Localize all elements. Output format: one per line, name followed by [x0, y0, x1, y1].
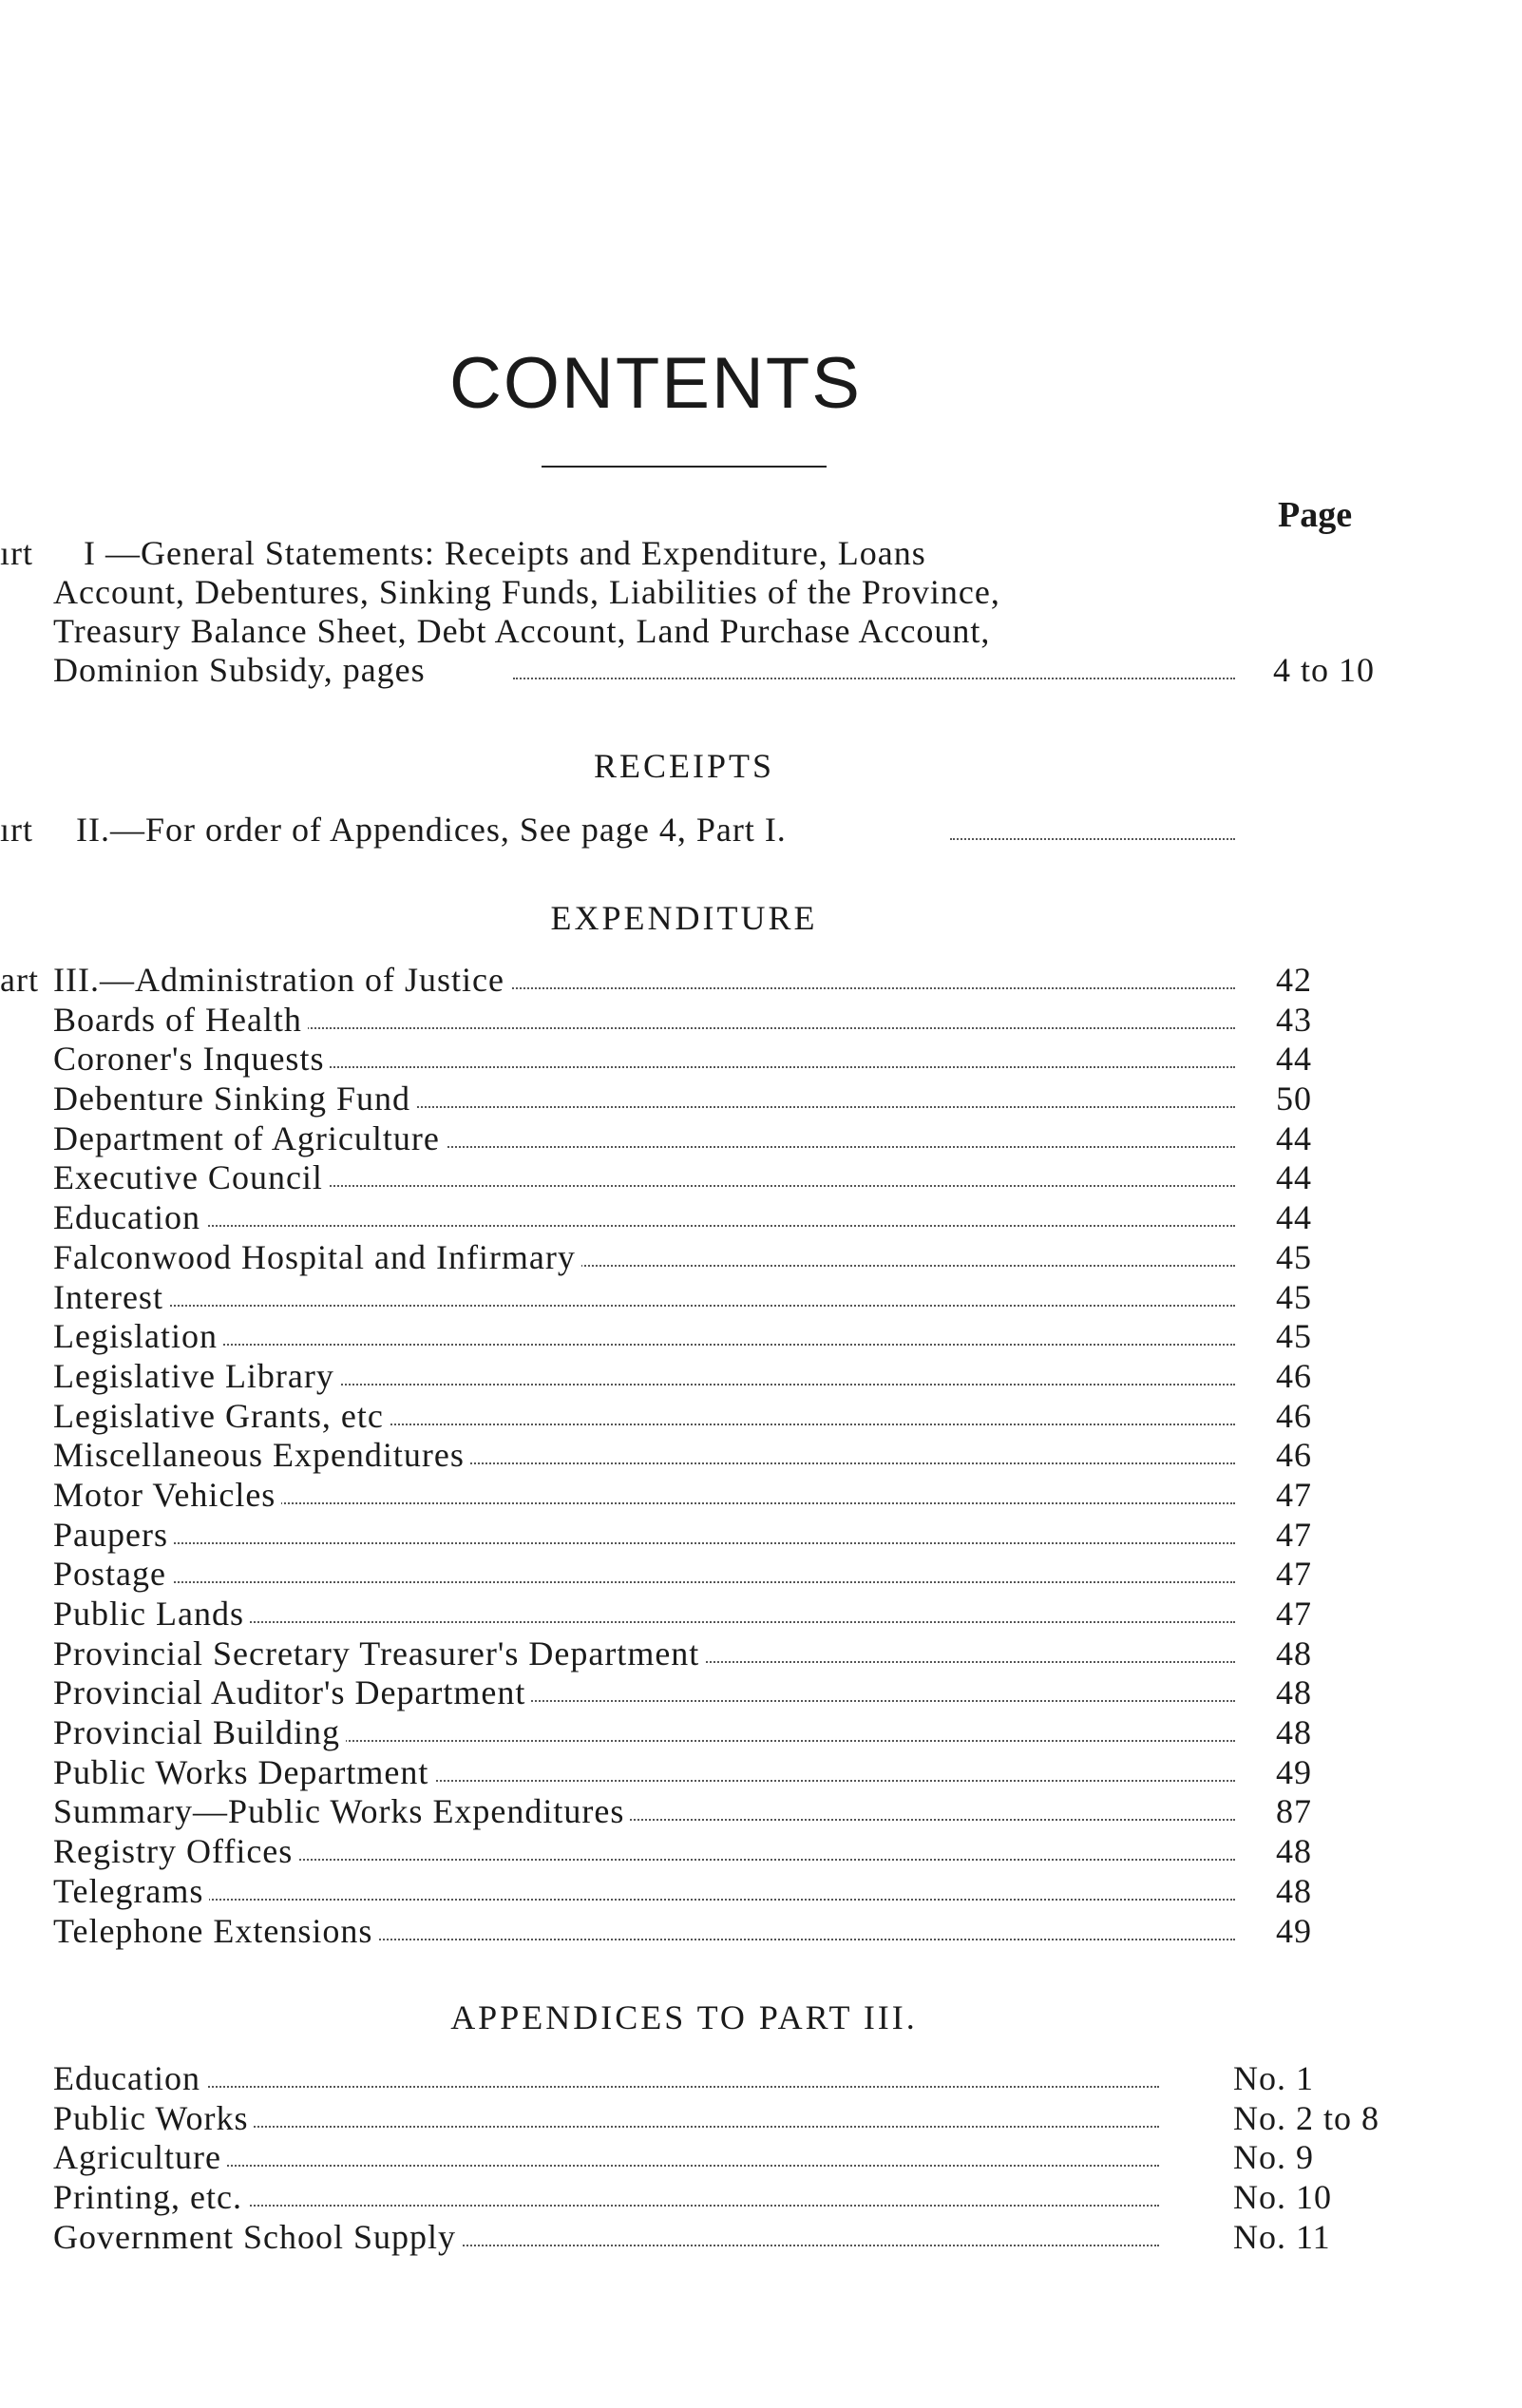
dot-leader — [57, 1581, 1235, 1583]
appendix-entry — [0, 2137, 1349, 2177]
toc-entry — [0, 1435, 1349, 1475]
dot-leader — [57, 1344, 1235, 1346]
toc-entry-page: 49 — [1276, 1911, 1312, 1950]
toc-entry-page: 48 — [1276, 1832, 1312, 1871]
appendix-entry — [0, 2177, 1349, 2217]
toc-entry-label: Postage — [53, 1554, 172, 1594]
part-two-text: II.—For order of Appendices, See page 4, Part I. — [76, 811, 787, 849]
toc-entry — [0, 1634, 1349, 1673]
part-one-line-1: I —General Statements: Receipts and Expenditure, Loans — [84, 534, 926, 572]
toc-entry — [0, 1039, 1349, 1079]
toc-entry-page: 46 — [1276, 1396, 1312, 1435]
appendix-entry-number: No. 10 — [1233, 2178, 1332, 2217]
appendix-entry — [0, 2058, 1349, 2098]
part-one-line-2: Account, Debentures, Sinking Funds, Liabilities of the Province, — [53, 573, 1000, 611]
toc-entry — [0, 1791, 1349, 1831]
appendix-entry-label: Education — [53, 2058, 206, 2098]
toc-entry-page: 44 — [1276, 1040, 1312, 1079]
toc-entry — [0, 1316, 1349, 1356]
expenditure-heading: EXPENDITURE — [550, 899, 818, 937]
appendix-entry-label: Agriculture — [53, 2137, 227, 2177]
toc-entry — [0, 1277, 1349, 1317]
toc-entry-page: 48 — [1276, 1673, 1312, 1712]
toc-entry-label: Boards of Health — [53, 1000, 308, 1040]
part-prefix: art — [0, 961, 39, 999]
appendix-entry — [0, 2098, 1379, 2138]
dot-leader — [513, 678, 1235, 679]
toc-entry-page: 48 — [1276, 1634, 1312, 1672]
part-prefix: ırt — [0, 534, 33, 572]
toc-entry — [0, 1831, 1349, 1871]
toc-entry-label: Education — [53, 1197, 206, 1237]
toc-entry-page: 47 — [1276, 1475, 1312, 1514]
toc-entry-page: 47 — [1276, 1595, 1312, 1633]
toc-entry-label: Summary—Public Works Expenditures — [53, 1791, 630, 1831]
appendix-entry-label: Printing, etc. — [53, 2177, 248, 2217]
toc-entry-label: Legislative Library — [53, 1356, 340, 1396]
toc-entry-label: Public Works Department — [53, 1752, 434, 1792]
appendices-list — [0, 2058, 1379, 2256]
toc-entry-page: 46 — [1276, 1436, 1312, 1475]
toc-entry — [0, 1237, 1349, 1277]
toc-entry-label: Motor Vehicles — [53, 1475, 281, 1515]
appendix-entry-label: Government School Supply — [53, 2217, 462, 2257]
toc-entry — [0, 1594, 1349, 1634]
toc-entry — [0, 1079, 1349, 1118]
toc-entry-page: 45 — [1276, 1317, 1312, 1356]
toc-entry-label: III.—Administration of Justice — [53, 960, 510, 1000]
appendix-entry-number: No. 9 — [1233, 2138, 1314, 2177]
toc-entry — [0, 1554, 1349, 1594]
toc-entry — [0, 1752, 1349, 1792]
toc-entry — [0, 1356, 1349, 1396]
toc-entry-label: Telephone Extensions — [53, 1911, 378, 1951]
appendices-heading: APPENDICES TO PART III. — [450, 1998, 918, 2036]
toc-entry-page: 87 — [1276, 1792, 1312, 1831]
toc-entry-page: 47 — [1276, 1515, 1312, 1554]
toc-entry-page: 49 — [1276, 1752, 1312, 1791]
dot-leader — [57, 1225, 1235, 1227]
page-column-label: Page — [1278, 495, 1353, 535]
dot-leader — [57, 1305, 1235, 1307]
toc-entry-page: 43 — [1276, 1000, 1312, 1039]
receipts-heading: RECEIPTS — [593, 747, 775, 785]
dot-leader — [57, 2086, 1159, 2088]
dot-leader — [950, 838, 1235, 840]
toc-entry-page: 48 — [1276, 1713, 1312, 1752]
appendix-entry-label: Public Works — [53, 2098, 254, 2138]
appendix-entry-number: No. 11 — [1233, 2217, 1331, 2256]
toc-entry — [0, 1197, 1349, 1237]
part-one-page: 4 to 10 — [1273, 651, 1376, 689]
part-two-entry — [0, 810, 1254, 848]
toc-entry — [0, 1911, 1349, 1951]
toc-entry-label: Legislation — [53, 1316, 223, 1356]
part-prefix: ırt — [0, 811, 33, 849]
toc-entry-label: Legislative Grants, etc — [53, 1396, 390, 1436]
page-title: CONTENTS — [449, 343, 862, 424]
part-one-line-4: Dominion Subsidy, pages — [53, 651, 426, 689]
expenditure-list — [0, 960, 1349, 1950]
toc-entry-label: Paupers — [53, 1515, 174, 1555]
toc-entry-page: 42 — [1276, 961, 1312, 999]
toc-entry-label: Falconwood Hospital and Infirmary — [53, 1237, 581, 1277]
toc-entry — [0, 1118, 1349, 1158]
toc-entry-label: Provincial Auditor's Department — [53, 1672, 531, 1712]
toc-entry-label: Department of Agriculture — [53, 1118, 446, 1158]
toc-entry — [0, 1475, 1349, 1515]
toc-entry — [0, 1157, 1349, 1197]
part-one-line-3: Treasury Balance Sheet, Debt Account, Land Purchase Account, — [53, 612, 991, 650]
toc-entry-page: 44 — [1276, 1198, 1312, 1237]
title-divider — [542, 466, 827, 468]
toc-entry-label: Registry Offices — [53, 1831, 298, 1871]
toc-entry-label: Debenture Sinking Fund — [53, 1079, 416, 1118]
toc-entry-page: 45 — [1276, 1277, 1312, 1316]
toc-entry — [0, 1712, 1349, 1752]
toc-entry-label: Public Lands — [53, 1594, 250, 1634]
toc-entry-page: 44 — [1276, 1118, 1312, 1157]
appendix-entry-number: No. 2 to 8 — [1233, 2098, 1379, 2137]
toc-entry-label: Telegrams — [53, 1871, 209, 1911]
toc-entry-label: Coroner's Inquests — [53, 1039, 330, 1079]
toc-entry — [0, 1672, 1349, 1712]
toc-entry-page: 46 — [1276, 1356, 1312, 1395]
toc-entry — [0, 1396, 1349, 1436]
toc-entry — [0, 1000, 1349, 1040]
toc-entry-page: 44 — [1276, 1158, 1312, 1197]
toc-entry-label: Provincial Secretary Treasurer's Department — [53, 1634, 705, 1673]
toc-entry — [0, 960, 1349, 1000]
toc-entry-page: 45 — [1276, 1237, 1312, 1276]
toc-entry-page: 47 — [1276, 1555, 1312, 1594]
dot-leader — [57, 1542, 1235, 1544]
appendix-entry — [0, 2217, 1349, 2257]
toc-entry-label: Interest — [53, 1277, 169, 1317]
toc-entry — [0, 1515, 1349, 1555]
toc-entry — [0, 1871, 1349, 1911]
dot-leader — [57, 1899, 1235, 1901]
toc-entry-page: 50 — [1276, 1080, 1312, 1118]
toc-entry-label: Miscellaneous Expenditures — [53, 1435, 470, 1475]
toc-entry-label: Executive Council — [53, 1157, 329, 1197]
appendix-entry-number: No. 1 — [1233, 2059, 1314, 2097]
part-one-entry — [0, 534, 1425, 690]
toc-entry-page: 48 — [1276, 1871, 1312, 1910]
toc-entry-label: Provincial Building — [53, 1712, 346, 1752]
